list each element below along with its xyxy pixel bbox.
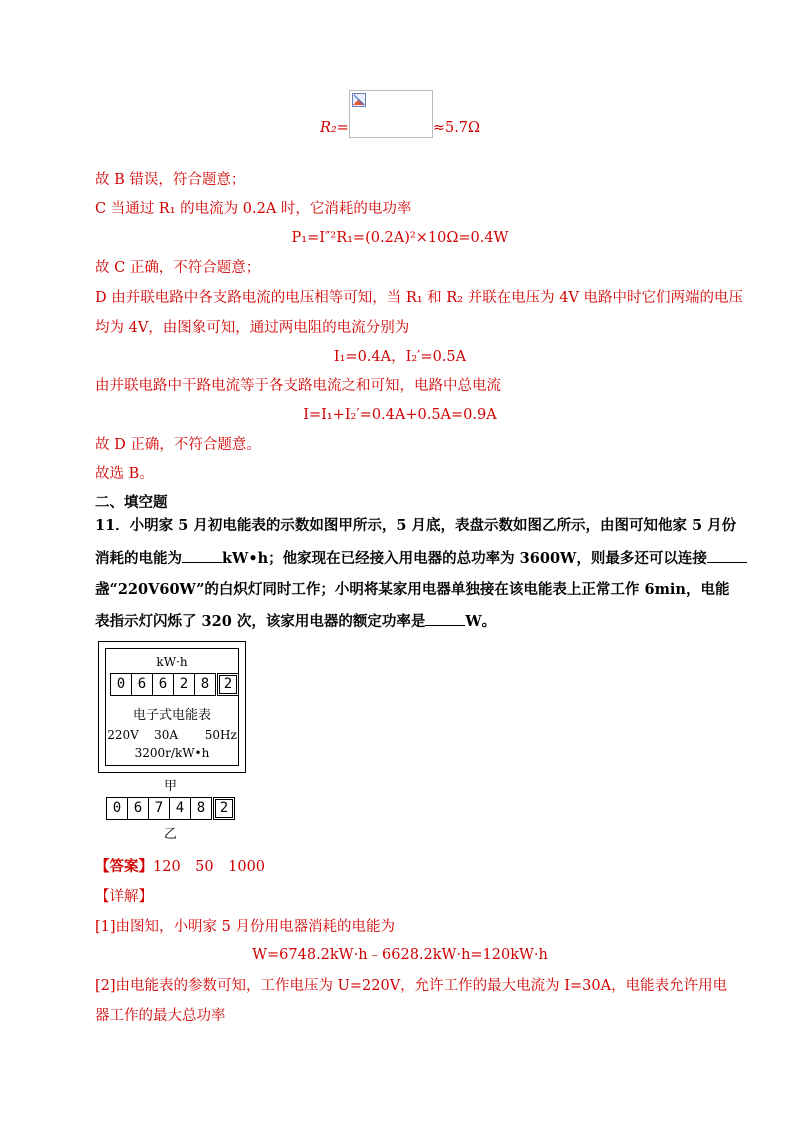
meter-jia-digits <box>110 673 239 696</box>
question-line-3: 盏“220V60W”的白炽灯同时工作；小明将某家用电器单独接在该电能表上正常工作 6min，电能 <box>95 581 730 598</box>
meter-jia-voltage: 220V <box>107 728 139 742</box>
detail-line-2: [2]由电能表的参数可知，工作电压为 U=220V，允许工作的最大电流为 I=30A，电能表允许用电 <box>95 978 728 994</box>
answer-values: 120 50 1000 <box>153 859 266 875</box>
meter-jia <box>98 641 246 773</box>
choose-line: 故选 B。 <box>95 466 154 482</box>
d-intro-line-2: 均为 4V，由图象可知，通过两电阻的电流分别为 <box>95 320 410 336</box>
meter-jia-caption: 甲 <box>164 779 178 794</box>
answer-line <box>95 857 265 877</box>
meter-jia-specs <box>106 728 238 742</box>
c-formula: P₁=I″²R₁=(0.2A)²×10Ω=0.4W <box>291 230 509 246</box>
meter-jia-name: 电子式电能表 <box>132 708 211 723</box>
question-line-4a: 表指示灯闪烁了 320 次，该家用电器的额定功率是 <box>95 613 426 630</box>
r2-formula <box>0 118 800 138</box>
detail-formula-1: W=6748.2kW·h﹣6628.2kW·h=120kW·h <box>252 947 548 963</box>
meter-jia-digit: 6 <box>131 673 153 696</box>
c-correct-line: 故 C 正确，不符合题意； <box>95 260 261 276</box>
meter-yi-digit: 7 <box>148 797 170 820</box>
meter-jia-current: 30A <box>154 728 178 742</box>
meter-yi-caption: 乙 <box>164 827 178 842</box>
d-total-formula: I=I₁+I₂′=0.4A+0.5A=0.9A <box>303 407 497 423</box>
meter-jia-unit: kW·h <box>156 655 188 669</box>
r2-formula-right: ≈5.7Ω <box>432 120 481 136</box>
question-line-4b: W。 <box>465 613 497 630</box>
c-intro-line: C 当通过 R₁ 的电流为 0.2A 时，它消耗的电功率 <box>95 201 412 217</box>
question-line-2a: 消耗的电能为 <box>95 550 182 567</box>
meter-yi-digit: 6 <box>127 797 149 820</box>
question-line-2b: kW•h；他家现在已经接入用电器的总功率为 3600W，则最多还可以连接 <box>222 550 707 567</box>
d-currents: I₁=0.4A，I₂′=0.5A <box>333 349 467 365</box>
meter-jia-face <box>105 648 239 766</box>
d-total-intro: 由并联电路中干路电流等于各支路电流之和可知，电路中总电流 <box>95 378 501 394</box>
meter-yi-digit: 4 <box>169 797 191 820</box>
answer-label: 【答案】 <box>95 858 153 875</box>
meter-yi-digit: 8 <box>190 797 212 820</box>
detail-label: 【详解】 <box>95 889 153 905</box>
answer-blank-2 <box>707 548 747 563</box>
meter-jia-digit: 8 <box>194 673 216 696</box>
meter-yi-digits <box>106 797 235 820</box>
missing-image-placeholder <box>349 90 433 138</box>
answer-blank-1 <box>182 548 222 563</box>
broken-image-icon <box>352 93 366 107</box>
answer-blank-3 <box>425 611 465 626</box>
meter-jia-decimal-digit: 2 <box>217 673 239 696</box>
d-intro-line-1: D 由并联电路中各支路电流的电压相等可知，当 R₁ 和 R₂ 并联在电压为 4V 电路中时它们两端的电压 <box>95 290 744 306</box>
question-line-4 <box>95 611 496 632</box>
meter-yi-digit: 0 <box>106 797 128 820</box>
meter-jia-frequency: 50Hz <box>204 728 237 742</box>
r2-formula-left: R₂= <box>319 120 349 136</box>
b-wrong-line: 故 B 错误，符合题意； <box>95 172 246 188</box>
section-title: 二、填空题 <box>95 494 168 511</box>
d-correct-line: 故 D 正确，不符合题意。 <box>95 437 261 453</box>
question-line-2 <box>95 548 747 569</box>
meter-jia-digit: 0 <box>110 673 132 696</box>
question-line-1: 11．小明家 5 月初电能表的示数如图甲所示，5 月底，表盘示数如图乙所示，由图可知他家 5 月份 <box>95 517 737 534</box>
detail-line-1: [1]由图知，小明家 5 月份用电器消耗的电能为 <box>95 919 395 935</box>
detail-line-3: 器工作的最大总功率 <box>95 1008 226 1024</box>
meter-jia-digit: 2 <box>173 673 195 696</box>
meter-jia-constant: 3200r/kW•h <box>134 746 210 760</box>
meter-jia-digit: 6 <box>152 673 174 696</box>
meter-yi-decimal-digit: 2 <box>213 797 235 820</box>
